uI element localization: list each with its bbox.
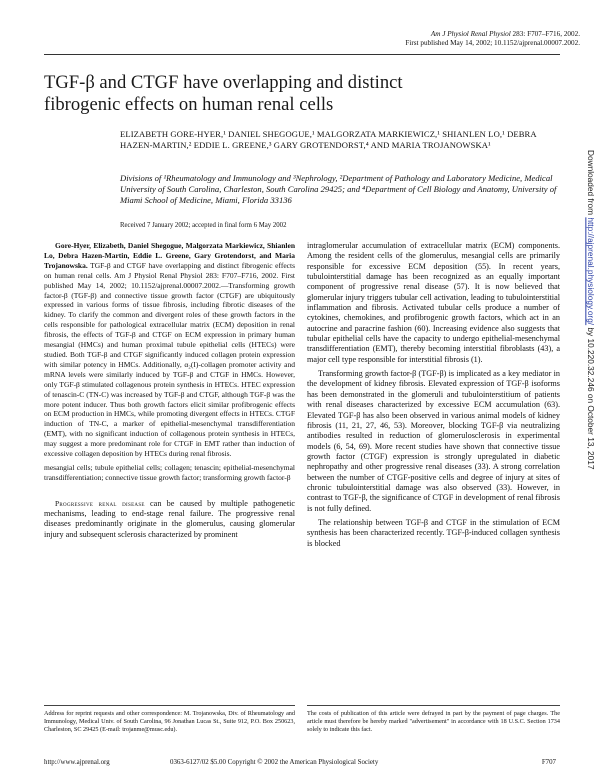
title-line-1: TGF-β and CTGF have overlapping and distinct	[44, 72, 403, 93]
intro-paragraph	[44, 499, 295, 540]
affiliations: Divisions of ¹Rheumatology and Immunology and ³Nephrology, ²Department of Pathology and Laboratory Medicine, Medical University of South Carolina, Charleston, South Carolina 29425; and ⁴Department of Cell Biology and Anatomy, University of Miami School of Medicine, Miami, Florida 33136	[120, 173, 557, 205]
header-rule	[44, 54, 560, 55]
sidebar-prefix: Downloaded from	[586, 150, 596, 218]
title-line-2: fibrogenic effects on human renal cells	[44, 94, 334, 115]
journal-citation: 283: F707–F716, 2002.	[510, 30, 580, 38]
download-sidebar	[584, 150, 596, 630]
page-number: F707	[541, 759, 556, 766]
keywords: mesangial cells; tubule epithelial cells; collagen; tenascin; epithelial-mesenchymal transdifferentiation; connective tissue growth factor; transforming growth factor-β	[44, 462, 295, 482]
footnote-rule-left	[44, 705, 295, 706]
intro-lead-caps: Progressive renal disease	[55, 498, 145, 508]
footnote-costs: The costs of publication of this article were defrayed in part by the payment of page charges. The article must therefore be hereby marked "advertisement" in accordance with 18 U.S.C. Section 1734 solely to indicate this fact.	[307, 710, 560, 734]
right-paragraph-3: The relationship between TGF-β and CTGF in the stimulation of ECM synthesis has been characterized recently. TGF-β-induced collagen synthesis is blocked	[307, 517, 560, 548]
sidebar-suffix: by 10.220.32.246 on October 13, 2017	[586, 325, 596, 470]
abstract	[44, 241, 295, 483]
abstract-authors: Gore-Hyer, Elizabeth, Daniel Shegogue, Malgorzata Markiewicz, Shianlen Lo, Debra Hazen-Martin, Eddie L. Greene, Gary Grotendorst, and Maria Trojanowska.	[44, 241, 295, 270]
article-title	[44, 72, 544, 116]
footnote-address: Address for reprint requests and other correspondence: M. Trojanowska, Div. of Rheumatology and Immunology, Medical Univ. of South Carolina, 96 Jonathan Lucas St., Suite 912, P.O. Box 250623, Charleston, SC 29425 (E-mail: trojanme@musc.edu).	[44, 710, 295, 734]
abstract-body: —Transforming growth factor-β (TGF-β) and connective tissue growth factor (CTGF) are ubiquitously expressed in various forms of tissue fibrosis, including fibrotic diseases of the kidney. To clarify the common and divergent roles of these growth factors in the cells responsible for pathological extracellular matrix (ECM) deposition in renal fibrosis, the effects of TGF-β and CTGF on ECM expression in primary human mesangial (HMCs) and human proximal tubule epithelial cells (HTECs) were studied. Both TGF-β and CTGF significantly induced collagen protein expression with similar potency in HMCs. Additionally, α₂(I)-collagen promoter activity and mRNA levels were similarly induced by TGF-β and CTGF in HMCs. However, only TGF-β stimulated collagenous protein synthesis in HTECs. HTEC expression of tenascin-C (TN-C) was increased by TGF-β and CTGF, although TGF-β was the more potent inducer. Thus both growth factors elicit similar profibrogenic effects on ECM production in HMCs, while promoting divergent effects in HTECs. CTGF induction of TN-C, a marker of epithelial-mesenchymal transdifferentiation (EMT), with no significant induction of collagenous protein synthesis in HTECs, may suggest a more predominant role for CTGF in EMT rather than induction of excessive collagen deposition by HTECs during renal fibrosis.	[44, 280, 295, 459]
abstract-citation: TGF-β and CTGF have overlapping and distinct fibrogenic effects on human renal cells. Am J Physiol Renal Physiol 283: F707–F716, 2002. First published May 14, 2002; 10.1152/ajprenal.00007.2002.	[44, 260, 295, 290]
footer-url[interactable]: http://www.ajprenal.org	[44, 759, 110, 766]
right-paragraph-2: Transforming growth factor-β (TGF-β) is implicated as a key mediator in the development of kidney fibrosis. Elevated expression of TGF-β isoforms has been demonstrated in the glomeruli and tubulointerstitium of patients with renal diseases characterized by excessive ECM accumulation (63). Elevated TGF-β has also been observed in various animal models of kidney fibrosis (11, 21, 27, 46, 53). Moreover, blocking TGF-β via neutralizing antibodies resulted in reduction of glomerulosclerosis in experimental models (6, 54, 69). More recent studies have shown that connective tissue growth factor (CTGF) expression is strongly upregulated in diabetic nephropathy and other progressive renal diseases (33). A strong correlation between the number of CTGF-positive cells and degree of injury at sites of chronic tubulointerstitial damage was also observed (33). However, in contrast to TGF-β, the significance of CTGF in development of renal fibrosis is not fully defined.	[307, 369, 560, 513]
intro-text: can be caused by multiple pathogenetic mechanisms, leading to end-stage renal failure. The progressive renal diseases predominantly originate in the glomerulus, causing glomerular injury and subsequent sclerosis characterized by prominent	[44, 498, 296, 539]
footer-copyright: 0363-6127/02 $5.00 Copyright © 2002 the American Physiological Society	[170, 759, 379, 766]
running-header	[405, 30, 580, 48]
received-dates: Received 7 January 2002; accepted in final form 6 May 2002	[120, 222, 287, 229]
sidebar-link[interactable]: http://ajprenal.physiology.org/	[586, 217, 596, 326]
journal-name: Am J Physiol Renal Physiol	[430, 30, 511, 38]
right-paragraph-1: intraglomerular accumulation of extracellular matrix (ECM) components. Among the resident cells of the glomerulus, mesangial cells are primarily responsible for excessive ECM deposition (55). In recent years, tubulointerstitial damage has been recognized as an equally important component of progressive renal disease (57). It is now believed that glomerular injury triggers tubular cell activation, leading to tubulointerstitial inflammation and fibrosis. Activated tubular cells produce a number of cytokines, chemokines, and profibrogenic growth factors, which act in an autocrine and paracrine fashion (60). Increasing evidence also suggests that tubular epithelial cells have the capacity to undergo epithelial-mesenchymal transdifferentiation (EMT), thereby becoming interstitial fibroblasts (43), a major cell type responsible for interstitial fibrosis (1).	[307, 241, 560, 364]
footnote-rule-right	[307, 705, 560, 706]
left-column	[44, 241, 295, 540]
author-list: ELIZABETH GORE-HYER,¹ DANIEL SHEGOGUE,¹ MALGORZATA MARKIEWICZ,¹ SHIANLEN LO,¹ DEBRA HAZEN-MARTIN,² EDDIE L. GREENE,³ GARY GROTENDORST,⁴ AND MARIA TROJANOWSKA¹	[120, 129, 537, 150]
publication-info: First published May 14, 2002; 10.1152/ajprenal.00007.2002.	[405, 39, 580, 47]
right-column	[307, 241, 560, 549]
